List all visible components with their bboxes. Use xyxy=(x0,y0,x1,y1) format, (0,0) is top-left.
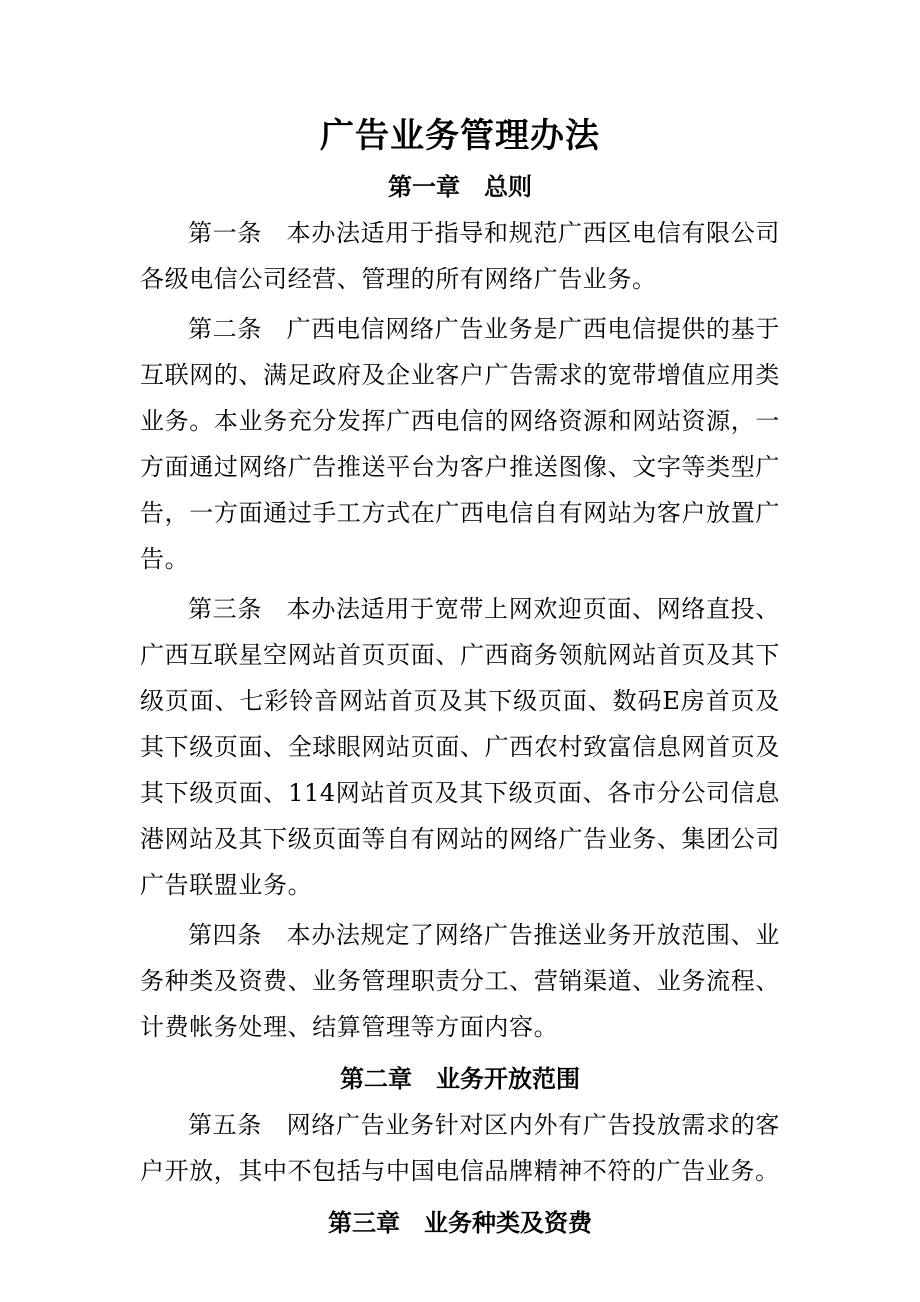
chapter-heading-2: 第二章 业务开放范围 xyxy=(340,1064,580,1093)
article-4: 第四条 本办法规定了网络广告推送业务开放范围、业务种类及资费、业务管理职责分工、营销渠道、业务流程、计费帐务处理、结算管理等方面内容。 xyxy=(140,921,780,1041)
document-body xyxy=(140,108,780,1246)
article-5: 第五条 网络广告业务针对区内外有广告投放需求的客户开放，其中不包括与中国电信品牌精神不符的广告业务。 xyxy=(140,1111,780,1185)
chapter-heading-3: 第三章 业务种类及资费 xyxy=(328,1208,592,1237)
article-1: 第一条 本办法适用于指导和规范广西区电信有限公司各级电信公司经营、管理的所有网络广告业务。 xyxy=(140,219,780,293)
document-title: 广告业务管理办法 xyxy=(320,116,600,156)
article-3: 第三条 本办法适用于宽带上网欢迎页面、网络直投、广西互联星空网站首页页面、广西商务领航网站首页及其下级页面、七彩铃音网站首页及其下级页面、数码E房首页及其下级页面、全球眼网站页面、广西农村致富信息网首页及其下级页面、114网站首页及其下级页面、各市分公司信息港网站及其下级页面等自有网站的网络广告业务、集团公司广告联盟业务。 xyxy=(140,595,780,899)
article-2: 第二条 广西电信网络广告业务是广西电信提供的基于互联网的、满足政府及企业客户广告需求的宽带增值应用类业务。本业务充分发挥广西电信的网络资源和网站资源，一方面通过网络广告推送平台为客户推送图像、文字等类型广告，一方面通过手工方式在广西电信自有网站为客户放置广告。 xyxy=(140,315,780,573)
chapter-heading-1: 第一章 总则 xyxy=(388,172,532,201)
